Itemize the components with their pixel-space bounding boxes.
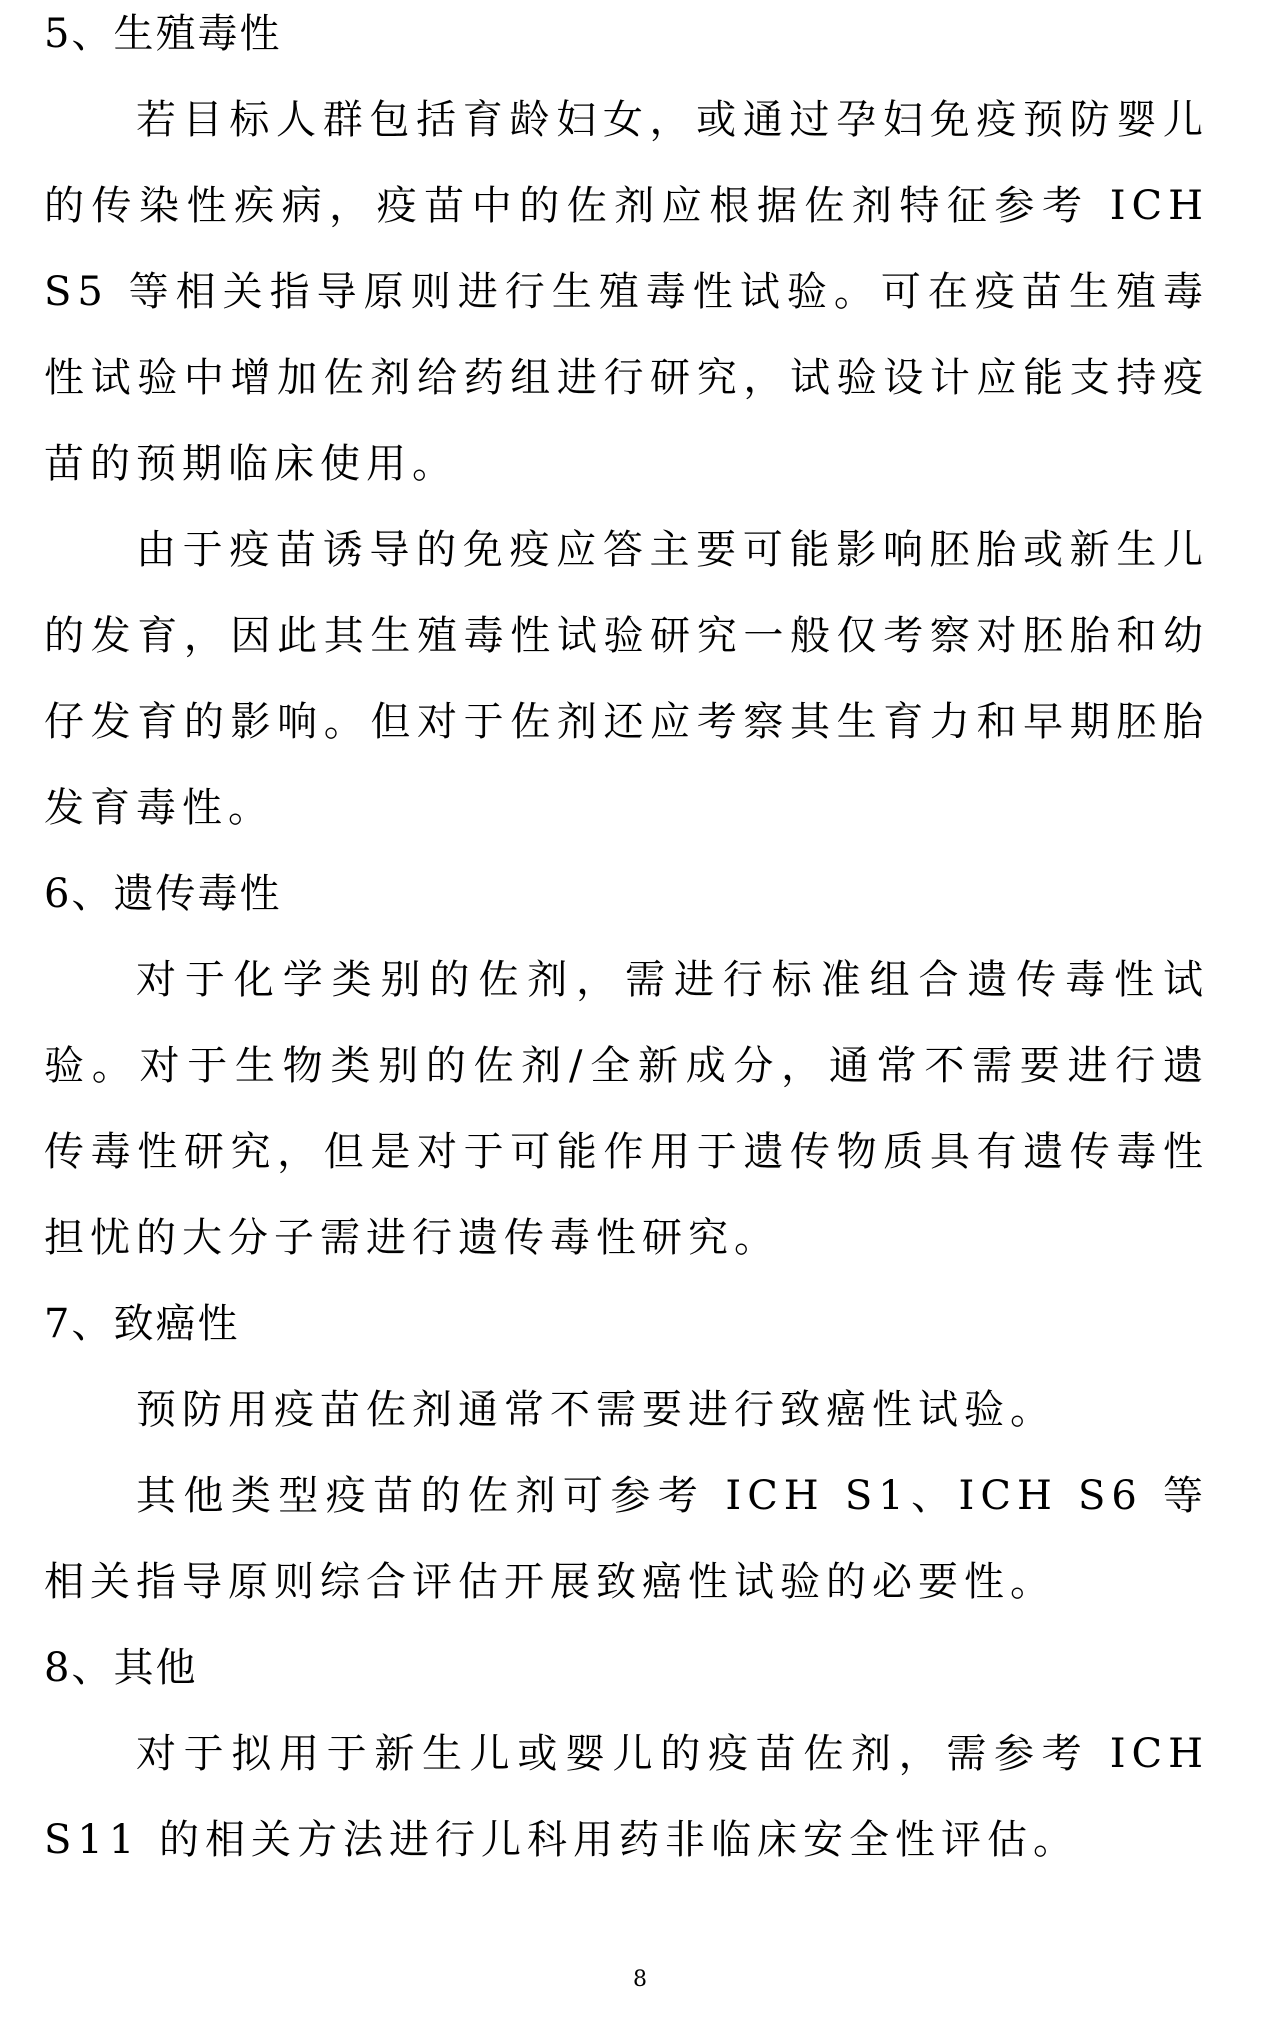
paragraph: 对于拟用于新生儿或婴儿的疫苗佐剂，需参考 ICH S11 的相关方法进行儿科用药非临床安全性评估。 <box>44 1731 1209 1863</box>
section-heading: 6、遗传毒性 <box>44 871 282 917</box>
paragraph: 其他类型疫苗的佐剂可参考 ICH S1、ICH S6 等相关指导原则综合评估开展致癌性试验的必要性。 <box>44 1473 1209 1605</box>
paragraph: 由于疫苗诱导的免疫应答主要可能影响胚胎或新生儿的发育，因此其生殖毒性试验研究一般仅考察对胚胎和幼仔发育的影响。但对于佐剂还应考察其生育力和早期胚胎发育毒性。 <box>44 527 1209 831</box>
page-number: 8 <box>633 1967 647 1992</box>
section-heading: 7、致癌性 <box>44 1301 240 1347</box>
paragraph: 若目标人群包括育龄妇女，或通过孕妇免疫预防婴儿的传染性疾病，疫苗中的佐剂应根据佐剂特征参考 ICH S5 等相关指导原则进行生殖毒性试验。可在疫苗生殖毒性试验中增加佐剂给药组进行研究，试验设计应能支持疫苗的预期临床使用。 <box>44 97 1209 487</box>
paragraph: 预防用疫苗佐剂通常不需要进行致癌性试验。 <box>136 1387 1056 1433</box>
section-heading: 8、其他 <box>44 1645 198 1691</box>
section-heading: 5、生殖毒性 <box>44 11 282 57</box>
section-8 <box>44 1625 1244 1883</box>
section-7 <box>44 1281 1244 1625</box>
paragraph: 对于化学类别的佐剂，需进行标准组合遗传毒性试验。对于生物类别的佐剂/全新成分，通常不需要进行遗传毒性研究，但是对于可能作用于遗传物质具有遗传毒性担忧的大分子需进行遗传毒性研究。 <box>44 957 1209 1261</box>
section-6 <box>44 851 1244 1281</box>
section-5 <box>44 0 1244 851</box>
